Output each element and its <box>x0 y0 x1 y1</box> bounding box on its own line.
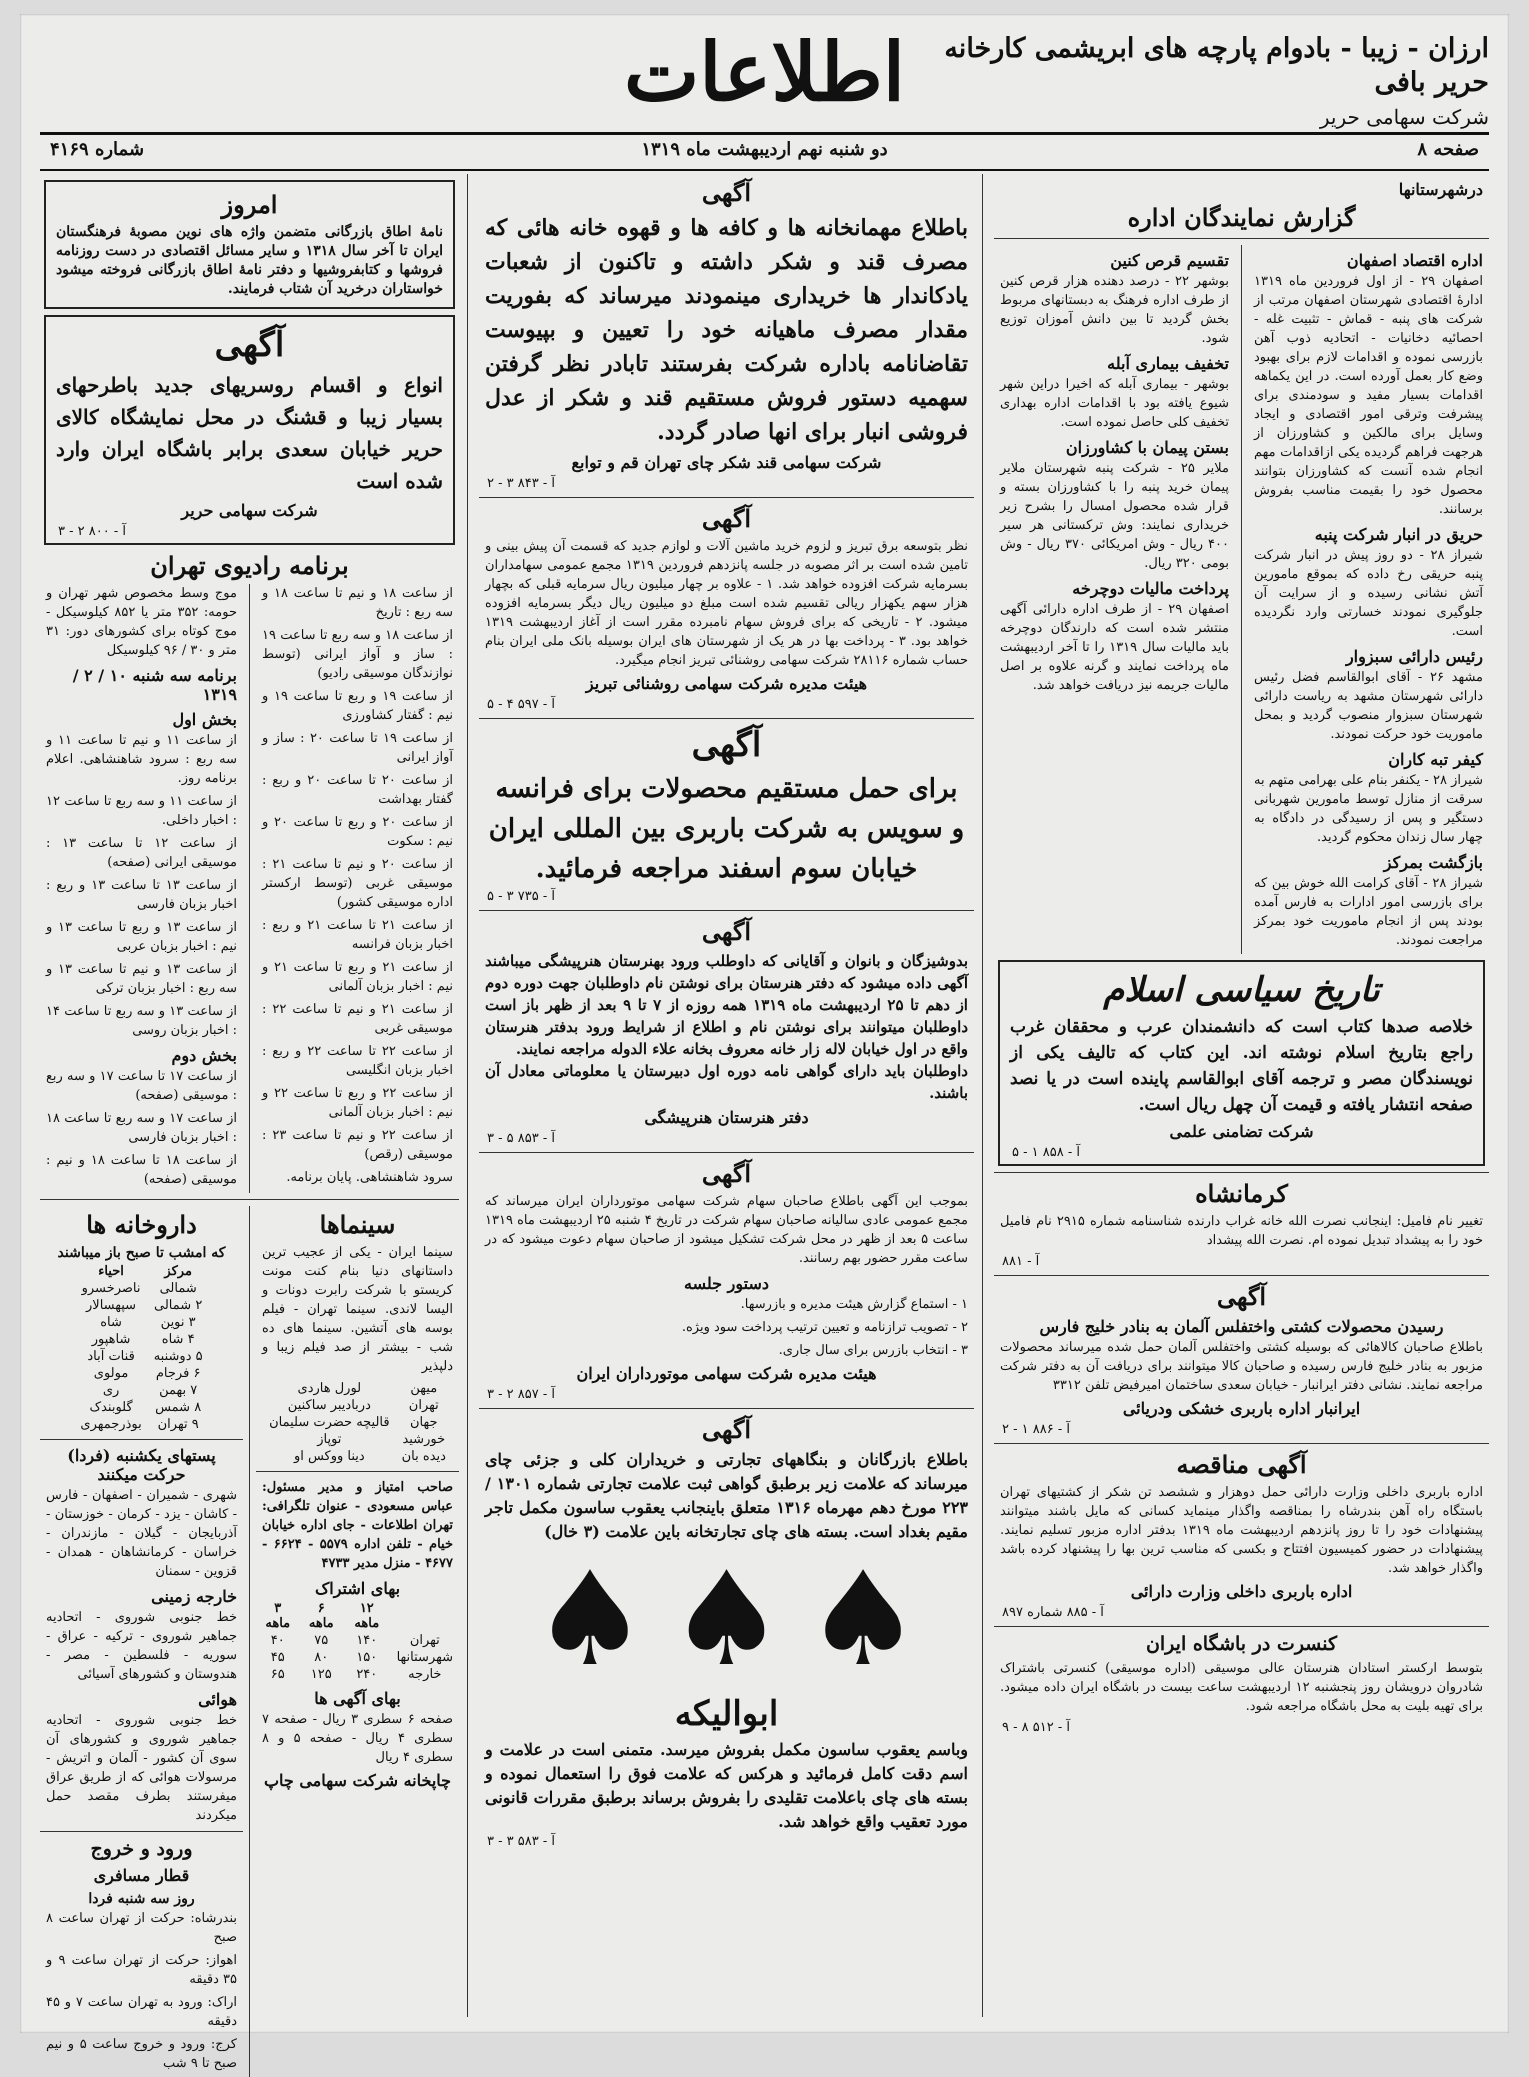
divider <box>479 718 974 719</box>
subscription-table <box>256 1600 459 1683</box>
ship-notice-text: باطلاع صاحبان کالاهائی که بوسیله کشتی واختفلس آلمان حمل شده میرساند محصولات مزبور به بنادر خلیج فارس رسیده و صاحبان کالا میتوانند برای دریافت آن به دفتر شرکت مراجعه نمایند. نشانی دفتر ایرانبار - خیابان سعدی ساختمان امیرفیض تلفن ۳۳۱۲ <box>1000 1340 1483 1393</box>
table-cell: ۱۵۰ <box>356 1650 378 1665</box>
cinema-film: توپاز <box>317 1432 342 1447</box>
article-heading: رئیس دارائی سبزوار <box>1345 647 1483 666</box>
table-cell: ناصرخسرو <box>81 1281 141 1296</box>
mail-foreign-title: خارجه زمینی <box>151 1587 237 1606</box>
colophon-text: صاحب امتیاز و مدیر مسئول: عباس مسعودی - عنوان تلگرافی: تهران اطلاعات - جای اداره خیابان خیام - تلفن اداره ۵۵۷۹ - ۶۶۲۴ - ۴۶۷۷ - منزل مدیر ۴۷۳۳ <box>262 1480 454 1571</box>
masthead-ad-company: شرکت سهامی حریر <box>1319 105 1489 129</box>
article-text: بوشهر ۲۲ - درصد دهنده هزار قرص کنین از طرف اداره فرهنگ به دبستانهای مربوط بخش گردید تا بین دانش آموزان توزیع شود. <box>1000 274 1229 346</box>
pharmacy-table <box>74 1263 208 1433</box>
table-cell: ری <box>102 1383 120 1398</box>
table-header: ۱۲ ماهه <box>354 1601 380 1631</box>
radio-item: از ساعت ۱۹ و ربع تا ساعت ۱۹ و نیم : گفتار کشاورزی <box>262 689 453 723</box>
silk-ad-title: آگهی <box>214 325 285 365</box>
history-book-title: تاریخ سیاسی اسلام <box>1103 970 1380 1010</box>
radio-item: از ساعت ۱۳ تا ساعت ۱۳ و ربع : اخبار بزبان فارسی <box>46 878 237 912</box>
tea-brand-mark <box>479 1543 974 1695</box>
reports-body <box>994 245 1489 954</box>
table-cell: تهران <box>409 1633 440 1648</box>
divider <box>994 1443 1489 1444</box>
radio-part-2: بخش دوم <box>171 1046 237 1065</box>
radio-item: از ساعت ۱۱ و نیم تا ساعت ۱۱ و سه ربع : سرود شاهنشاهی. اعلام برنامه روز. <box>46 733 238 786</box>
ad-prices-text: صفحه ۶ سطری ۳ ریال - صفحه ۷ سطری ۴ ریال - صفحه ۵ و ۸ سطری ۴ ریال <box>262 1712 454 1765</box>
table-cell: گلوبندک <box>89 1400 133 1415</box>
table-cell: ۹ تهران <box>157 1417 199 1432</box>
ad-prices-title: بهای آگهی ها <box>314 1689 401 1708</box>
traffic-item: اهواز: حرکت از تهران ساعت ۹ و ۳۵ دقیقه <box>46 1953 237 1987</box>
article-text: شیراز ۲۸ - دو روز پیش در انبار شرکت پنبه حریقی رخ داده که بموقع مامورین آتش نشانی رسیده و از سرایت آن جلوگیری نمودند خسارتی وارد نگردیده است. <box>1254 548 1484 639</box>
motor-notice-text: بموجب این آگهی باطلاع صاحبان سهام شرکت سهامی موتورداران ایران میرساند که مجمع عمومی عادی سالیانه صاحبان سهام شرکت در تاریخ ۴ شنبه ۲۵ اردیبهشت ماه ۱۳۱۹ ساعت ۵ بعد از ظهر در محل شرکت تشکیل میشود از صاحبان سهام دعوت میشود که در ساعت مقرر حضور بهم رسانند. <box>485 1194 968 1266</box>
mail-air-title: هوائی <box>198 1690 237 1709</box>
motor-notice-title: آگهی <box>701 1159 752 1188</box>
radio-item: از ساعت ۲۲ و نیم تا ساعت ۲۳ : موسیقی (رقص) <box>262 1128 454 1162</box>
radio-item: از ساعت ۱۹ تا ساعت ۲۰ : ساز و آواز ایرانی <box>262 731 454 765</box>
article-heading: پرداخت مالیات دوچرخه <box>1072 579 1229 598</box>
kermanshah-title: کرمانشاه <box>1195 1179 1288 1208</box>
divider <box>1241 245 1242 954</box>
article-text: شیراز ۲۸ - یکنفر بنام علی بهرامی متهم به سرقت از منازل توسط مامورین شهربانی دستگیر و پس از رسیدگی در دادگاه به چهار سال زندان محکوم گردید. <box>1254 773 1484 845</box>
electric-notice-title: آگهی <box>701 504 752 533</box>
divider <box>994 1626 1489 1627</box>
table-cell: ۸ شمس <box>155 1400 202 1415</box>
cinema-name: میهن <box>410 1381 438 1396</box>
article-heading: بستن پیمان با کشاورزان <box>1065 438 1229 457</box>
table-header: مرکز <box>164 1264 192 1279</box>
table-cell: سپهسالار <box>86 1298 137 1313</box>
tea-notice-text-2: وباسم یعقوب ساسون مکمل بفروش میرسد. متمنی است در علامت و اسم دقت کامل فرمائید و هرکس که علامت فوق را استعمال نموده و بسته های چای باعلامت تقلیدی را بفروش برساند برطبق مقررات قانونی مورد تعقیب واقع خواهد شد. <box>485 1740 968 1831</box>
ship-notice-subtitle: رسیدن محصولات کشتی واختفلس آلمان به بنادر خلیج فارس <box>1039 1317 1444 1336</box>
table-cell: ۱۴۰ <box>356 1633 378 1648</box>
table-cell: ۴ شاه <box>161 1332 195 1347</box>
table-cell: شاهپور <box>91 1332 131 1347</box>
silk-ad-signature: شرکت سهامی حریر <box>181 501 318 520</box>
radio-item: از ساعت ۱۸ و نیم تا ساعت ۱۸ و سه ربع : تاریخ <box>262 586 454 620</box>
radio-right <box>256 584 459 1193</box>
school-notice-text-2: داوطلبان باید دارای گواهی نامه دوره اول دبیرستان یا معلوماتی معادل آن باشند. <box>485 1062 968 1102</box>
tender-signature: اداره باربری داخلی وزارت دارائی <box>1130 1582 1353 1601</box>
article-text: ملایر ۲۵ - شرکت پنبه شهرستان ملایر پیمان خرید پنبه را با کشاورزان بسته و قرار شده محصول امسال را بشرح زیر خریداری نمایند: وش ترکستانی هر سیر ۴۰۰ ریال - وش امریکائی ۳۷۰ ریال - وش بومی ۳۲۰ ریال. <box>1000 461 1229 571</box>
tea-notice-text: باطلاع بازرگانان و بنگاههای تجارتی و خریداران کلی و جزئی چای میرساند که علامت زیر برطبق گواهی ثبت علامت تجارتی شماره ۱۳۰۱ / ۲۲۳ مورخ دهم مهرماه ۱۳۱۶ متعلق باینجانب یعقوب ساسون مکمل تاجر مقیم بغداد است. بسته های چای تجارتخانه باین علامت (۳ خال) <box>485 1450 969 1541</box>
radio-item: از ساعت ۱۲ تا ساعت ۱۳ : موسیقی ایرانی (صفحه) <box>46 836 237 870</box>
electric-notice-text: نظر بتوسعه برق تبریز و لزوم خرید ماشین آلات و لوازم جدید که قسمت آن پیش بینی و تامین شده است بر اثر مصوبه در جلسه پانزدهم فروردین ۱۳۱۹ مجمع عمومی سهامداران بسرمایه شرکت افزوده خواهد شد. ۱ - علاوه بر چهار میلیون ریال سرمایه قبلی که بچهار هزار سهم یکهزار ریالی تقسیم شده است مبلغ دو میلیون ریال دیگر بسرمایه افزوده میشود. ۲ - تاریخی که برای فروش سهام نامبرده مقرر است از آغاز اردیبهشت ۱۳۱۹ خواهد بود. ۳ - پرداخت بها در هر یک از شهرستان های ایران بوسیله بانک ملی ایران بنام حساب شماره ۲۸۱۱۶ شرکت سهامی روشنائی تبریز انجام میگیرد. <box>485 539 969 668</box>
issue-number: شماره ۴۱۶۹ <box>50 139 145 160</box>
today-title: امروز <box>221 190 278 219</box>
ad-reference: آ - ۸۴۳ ۳ - ۲ <box>487 476 556 491</box>
lower-right <box>256 1206 459 2077</box>
tender-title: آگهی مناقصه <box>1176 1450 1307 1479</box>
radio-left <box>40 584 243 1193</box>
ad-reference: آ - ۸۵۸ ۱ - ۵ <box>1012 1145 1081 1160</box>
reports-title: گزارش نمایندگان اداره <box>1127 203 1356 232</box>
divider <box>249 1206 250 2077</box>
table-cell: شمالی <box>159 1281 197 1296</box>
article-text: بوشهر - بیماری آبله که اخیرا دراین شهر شیوع یافته بود با اقدامات اداره بهداری تخفیف کلی حاصل نموده است. <box>1000 377 1229 430</box>
ad-reference: آ - ۸۸۵ شماره ۸۹۷ <box>1002 1605 1104 1620</box>
ad-reference: آ - ۸۵۳ ۵ - ۳ <box>487 1131 556 1146</box>
motor-notice-signature: هیئت مدیره شرکت سهامی موتورداران ایران <box>576 1364 877 1383</box>
table-header: ۶ ماهه <box>308 1601 334 1631</box>
reports-left <box>994 245 1235 954</box>
article-text: اصفهان ۲۹ - از اول فروردین ماه ۱۳۱۹ ادارهٔ اقتصادی شهرستان اصفهان مرتب از شرکت های پنبه - قماش - تثبیت غله - احصائیه دخانیات - اتحادیه ذوب آهن بازرسی نموده و اقدامات لازم برای بهبود وضع کار بعمل آورده است. در این یکماهه اقدامات بسیار مفید و سودمندی برای پیشرفت وترقی امور اقتصادی و ایجاد وسایل برای مالکین و کشاورزان از هرجهت فراهم گردیده یکی ازاقدامات مهم انجام شده آنست که کشاورزان بتوانند محصول خود را بقیمت مناسب بفروش برسانند. <box>1254 274 1483 517</box>
mail-foreign-text: خط جنوبی شوروی - اتحادیه جماهیر شوروی - ترکیه - عراق - سوریه - فلسطین - مصر - هندوستان و کشورهای آسیائی <box>46 1610 237 1682</box>
cinema-list <box>263 1380 452 1465</box>
table-header: ۳ ماهه <box>265 1601 291 1631</box>
cinema-name: دیده بان <box>401 1449 446 1464</box>
cinema-film: دربادیبر ساکنین <box>287 1398 371 1413</box>
history-book-ad <box>998 960 1485 1166</box>
radio-item: از ساعت ۲۱ و ربع تا ساعت ۲۱ و نیم : اخبار بزبان آلمانی <box>262 960 453 994</box>
table-cell: ۶۵ <box>270 1667 285 1682</box>
lower-left <box>40 1206 243 2077</box>
radio-item: از ساعت ۱۳ و سه ربع تا ساعت ۱۴ : اخبار بزبان روسی <box>46 1004 237 1038</box>
cinema-film: دینا ووکس او <box>293 1449 365 1464</box>
cinema-film: لورل هاردی <box>297 1381 362 1396</box>
ad-reference: آ - ۷۳۵ ۳ - ۵ <box>487 889 556 904</box>
tender-text: اداره باربری داخلی وزارت دارائی حمل دوهزار و ششصد تن شکر از کشتیهای تهران باستگاه راه آهن بندرشاه را بمناقصه واگذار مینماید کسانی که مایل باشند میتوانند پیشنهادات خود را تا روز پانزدهم اردیبهشت ماه ۱۳۱۹ بدفتر اداره مزبور تسلیم نمایند. پیشنهادات در حضور کمیسیون افتتاح و بکسی که مناسب ترین بها را پیشنهاد کرده باشد واگذار خواهد شد. <box>1000 1485 1484 1576</box>
today-text: نامهٔ اطاق بازرگانی متضمن واژه های نوین مصوبهٔ فرهنگستان ایران تا آخر سال ۱۳۱۸ و سایر مسائل اقتصادی در دست روزنامه فروشها و کتابفروشیها و دفتر نامهٔ اطاق بازرگانی فروخته میشود خواستاران درخرید آن شتاب فرمایند. <box>56 224 443 297</box>
electric-notice-signature: هیئت مدیره شرکت سهامی روشنائی تبریز <box>585 674 868 693</box>
ad-reference: آ - ۵۹۷ ۴ - ۵ <box>487 697 556 712</box>
article-heading: کیفر تبه کاران <box>1388 750 1483 769</box>
ad-reference: آ - ۵۸۳ ۳ - ۳ <box>487 1834 556 1849</box>
divider <box>479 910 974 911</box>
column-separator <box>467 174 468 2017</box>
traffic-item: بندرشاه: حرکت از تهران ساعت ۸ صبح <box>46 1911 237 1945</box>
table-cell: ۷۵ <box>314 1633 329 1648</box>
subscription-title: بهای اشتراک <box>314 1579 401 1598</box>
tea-brand-name: ابوالیکه <box>674 1694 779 1734</box>
radio-item: از ساعت ۲۲ تا ساعت ۲۲ و ربع : اخبار بزبان انگلیسی <box>262 1044 453 1078</box>
table-cell: مولوی <box>93 1366 129 1381</box>
kermanshah-text: تغییر نام فامیل: اینجانب نصرت الله خانه غراب دارنده شناسنامه شماره ۲۹۱۵ نام فامیل خود را به پیشداد تبدیل نموده ام. نصرت الله پیشداد <box>1000 1214 1483 1248</box>
issue-date: دو شنبه نهم اردیبهشت ماه ۱۳۱۹ <box>641 139 888 160</box>
concert-text: بتوسط ارکستر استادان هنرستان عالی موسیقی (اداره موسیقی) کنسرتی باشتراک شادروان درویشان روز پنجشنبه ۱۲ اردیبهشت ساعت بیست در باشگاه ایران داده میشود. برای تهیه بلیت به محل باشگاه مراجعه شود. <box>1000 1661 1483 1714</box>
divider <box>40 1439 243 1440</box>
cinema-title: سینماها <box>319 1210 396 1239</box>
divider <box>249 584 250 1193</box>
school-notice-text: بدوشیزگان و بانوان و آقایانی که داوطلب ورود بهنرستان هنرپیشگی میباشند آگهی داده میشود که دفتر هنرستان برای نوشتن نام داوطلبان جهت دوره دوم از دهم تا ۲۵ اردیبهشت ماه ۱۳۱۹ همه روزه از ۷ تا ۹ بعد از ظهر باز است داوطلبان میتوانند برای نوشتن نام و اطلاع از شرایط ورود بدفتر هنرستان واقع در اول خیابان لاله زار خانه معروف بخانه علاء الدوله مراجعه نمایند. <box>485 952 968 1058</box>
today-box <box>44 180 455 309</box>
table-cell: ۲۴۰ <box>356 1667 378 1682</box>
article-heading: حریق در انبار شرکت پنبه <box>1314 525 1483 544</box>
table-cell: شاه <box>100 1315 122 1330</box>
table-cell: خارجه <box>408 1667 442 1682</box>
table-cell: ۱۲۵ <box>310 1667 332 1682</box>
article-text: مشهد ۲۶ - آقای ابوالقاسم فضل رئیس دارائی شهرستان مشهد به ریاست دارائی شهرستان سبزوار منصوب گردید و بمحل ماموریت خود حرکت نمودند. <box>1254 670 1484 742</box>
newspaper-logo: اطلاعات <box>623 25 906 119</box>
divider <box>479 497 974 498</box>
sugar-notice-text: باطلاع مهمانخانه ها و کافه ها و قهوه خانه هائی که مصرف قند و شکر داشته و تاکنون از شعبات یادکاندار ها خریداری مینمودند میرساند که بفوریت مقدار مصرف ماهیانه خود را تعیین و بپیوست تقاضانامه باداره شرکت بفرستند تابادر نظر گرفتن سهمیه دستور فروش مستقیم قند و شکر از عدل فروشی انبار برای انها صادر گردد. <box>485 215 968 445</box>
school-notice-signature: دفتر هنرستان هنرپیشگی <box>644 1108 809 1127</box>
column-2 <box>479 174 974 2017</box>
radio-part-1: بخش اول <box>172 710 237 729</box>
table-cell: قنات آباد <box>87 1349 135 1364</box>
lower-section <box>40 1206 459 2077</box>
silk-ad <box>44 315 455 545</box>
table-cell: ۶ فرجام <box>155 1366 201 1381</box>
agenda-item: ۳ - انتخاب بازرس برای سال جاری. <box>778 1343 968 1358</box>
divider <box>994 238 1489 239</box>
radio-title: برنامه رادیوی تهران <box>150 551 349 580</box>
cinema-text: سینما ایران - یکی از عجیب ترین داستانهای دنیا بنام کنت مونت کریستو با شرکت رابرت دونات و الیسا لاندی. سینما تهران - فیلم بوسه های آتشین. سینما های ده شب - بیشتر از صد فیلم زیبا و دلپذیر <box>262 1245 453 1374</box>
spade-icon: ♠ <box>531 1543 649 1695</box>
masthead-ad-line: ارزان - زیبا - بادوام پارچه های ابریشمی کارخانه حریر بافی <box>944 33 1489 98</box>
pharmacy-title: داروخانه ها <box>86 1210 197 1239</box>
divider <box>479 1152 974 1153</box>
school-notice-title: آگهی <box>701 917 752 946</box>
divider <box>40 1831 243 1832</box>
radio-item: از ساعت ۱۳ و نیم تا ساعت ۱۳ و سه ربع : اخبار بزبان ترکی <box>46 962 238 996</box>
radio-item: از ساعت ۱۷ تا ساعت ۱۷ و سه ربع : موسیقی (صفحه) <box>46 1069 237 1103</box>
radio-item: از ساعت ۲۱ و نیم تا ساعت ۲۲ : موسیقی غربی <box>262 1002 454 1036</box>
agenda-title: دستور جلسه <box>684 1274 769 1293</box>
radio-item: از ساعت ۱۱ و سه ربع تا ساعت ۱۲ : اخبار داخلی. <box>46 794 237 828</box>
column-3 <box>40 174 459 2071</box>
history-book-text: خلاصه صدها کتاب است که دانشمندان عرب و محققان غرب راجع بتاریخ اسلام نوشته اند. این کتاب که تالیف یکی از نویسندگان مصر و ترجمه آقای ابوالقاسم پاینده است در یا نصد صفحه انتشار یافته و قیمت آن چهل ریال است. <box>1010 1017 1473 1115</box>
radio-item: از ساعت ۱۸ و سه ربع تا ساعت ۱۹ : ساز و آواز ایرانی (توسط نوازندگان موسیقی رادیو) <box>262 628 453 681</box>
history-book-publisher: شرکت تضامنی علمی <box>1169 1122 1314 1141</box>
concert-title: کنسرت در باشگاه ایران <box>1145 1633 1338 1655</box>
radio-item: از ساعت ۱۷ و سه ربع تا ساعت ۱۸ : اخبار بزبان فارسی <box>46 1111 237 1145</box>
radio-program <box>40 584 459 1193</box>
masthead <box>40 22 1489 137</box>
dateline <box>40 132 1489 171</box>
radio-item: از ساعت ۲۰ و نیم تا ساعت ۲۱ : موسیقی غربی (توسط ارکستر اداره موسیقی کشور) <box>262 857 454 910</box>
cinema-name: تهران <box>408 1398 439 1413</box>
traffic-item: اراک: ورود به تهران ساعت ۷ و ۴۵ دقیقه <box>46 1995 237 2029</box>
article-heading: تخفیف بیماری آبله <box>1107 354 1229 373</box>
article-heading: اداره اقتصاد اصفهان <box>1346 251 1483 270</box>
ad-reference: آ - ۸۸۱ <box>1002 1254 1040 1269</box>
divider <box>40 1199 459 1200</box>
traffic-item: کرج: ورود و خروج ساعت ۵ و نیم صبح تا ۹ شب <box>46 2037 237 2071</box>
radio-item: از ساعت ۱۸ تا ساعت ۱۸ و نیم : موسیقی (صفحه) <box>46 1153 237 1187</box>
article-heading: تقسیم قرص کنین <box>1110 251 1229 270</box>
printer: چاپخانه شرکت سهامی چاپ <box>263 1771 452 1790</box>
mail-text: شهری - شمیران - اصفهان - فارس - کاشان - یزد - کرمان - خوزستان - آذربایجان - گیلان - مازندران - خراسان - کرمانشاهان - همدان - قزوین - سمنان <box>46 1488 237 1579</box>
spade-icon: ♠ <box>668 1543 785 1695</box>
newspaper-page <box>20 14 1509 2071</box>
ad-reference: آ - ۸۸۶ ۱ - ۲ <box>1002 1422 1071 1437</box>
section-label: درشهرستانها <box>1398 180 1483 199</box>
ship-notice-signature: ایرانبار اداره باربری خشکی ودریائی <box>1122 1399 1361 1418</box>
cinema-name: خورشید <box>402 1432 446 1447</box>
ad-reference: آ - ۸۵۷ ۲ - ۳ <box>487 1387 556 1402</box>
divider <box>994 1275 1489 1276</box>
radio-intro: موج وسط مخصوص شهر تهران و حومه: ۳۵۲ متر یا ۸۵۲ کیلوسیکل - موج کوتاه برای کشورهای دور: ۳۱ متر و ۳۰ / ۹۶ کیلوسیکل <box>46 586 237 658</box>
table-cell: ۳ نوین <box>160 1315 196 1330</box>
mail-air-text: خط جنوبی شوروی - اتحادیه جماهیر شوروی و کشورهای آن سوی آن کشور - آلمان و اتریش - مرسولات هوائی که از طریق عراق میفرستند بطرف مقصد حمل میکردند <box>46 1713 237 1823</box>
table-cell: ۴۰ <box>270 1633 285 1648</box>
agenda-item: ۱ - استماع گزارش هیئت مدیره و بازرسها. <box>740 1297 968 1312</box>
table-cell: ۷ بهمن <box>159 1383 198 1398</box>
reports-right <box>1248 245 1489 954</box>
sugar-notice-title: آگهی <box>701 178 752 207</box>
table-cell: ۵ دوشنبه <box>153 1349 203 1364</box>
pharmacy-subtitle: که امشب تا صبح باز میباشند <box>57 1245 226 1261</box>
table-cell: شهرستانها <box>396 1650 453 1665</box>
spade-icon: ♠ <box>804 1543 922 1695</box>
article-text: شیراز ۲۸ - آقای کرامت الله خوش بین که برای بازرسی امور ادارات به فارس آمده بودند پس از انجام ماموریت خود بمرکز مراجعت نمودند. <box>1254 876 1484 948</box>
transport-notice-text: برای حمل مستقیم محصولات برای فرانسه و سویس به شرکت باربری بین المللی ایران خیابان سوم اسفند مراجعه فرمائید. <box>488 774 965 884</box>
radio-item: از ساعت ۲۰ تا ساعت ۲۰ و ربع : گفتار بهداشت <box>262 773 453 807</box>
traffic-day: روز سه شنبه فردا <box>88 1891 195 1907</box>
traffic-title: ورود و خروج <box>90 1838 193 1860</box>
cinema-film: قالیچه حضرت سلیمان <box>269 1415 390 1430</box>
cinema-name: جهان <box>410 1415 438 1430</box>
article-text: اصفهان ۲۹ - از طرف اداره دارائی آگهی منتشر شده است که دارندگان دوچرخه باید مالیات سال ۱۳۱۹ را تا آخر اردیبهشت ماه پرداخت نمایند و گرنه علاوه بر اصل مالیات جریمه نیز دریافت خواهد شد. <box>1000 602 1230 693</box>
ship-notice-title: آگهی <box>1216 1282 1267 1311</box>
column-separator <box>982 174 983 2017</box>
radio-item: از ساعت ۲۱ تا ساعت ۲۱ و ربع : اخبار بزبان فرانسه <box>262 918 453 952</box>
silk-ad-text: انواع و اقسام روسریهای جدید باطرحهای بسیار زیبا و قشنگ در محل نمایشگاه کالای حریر خیابان سعدی برابر باشگاه ایران وارد شده است <box>56 373 443 493</box>
tea-notice-title: آگهی <box>701 1415 752 1444</box>
ad-reference: آ - ۸۰۰ ۲ - ۳ <box>58 524 127 539</box>
radio-item: از ساعت ۱۳ و ربع تا ساعت ۱۳ و نیم : اخبار بزبان عربی <box>46 920 237 954</box>
table-cell: ۲ شمالی <box>154 1298 203 1313</box>
ad-reference: آ - ۵۱۲ ۸ - ۹ <box>1002 1720 1071 1735</box>
column-1 <box>994 174 1489 2017</box>
table-cell: بوذرجمهری <box>80 1417 142 1432</box>
divider <box>994 1172 1489 1173</box>
table-cell: ۴۵ <box>270 1650 285 1665</box>
sugar-notice-signature: شرکت سهامی قند شکر چای تهران قم و توابع <box>571 453 882 472</box>
mail-title: پستهای یکشنبه (فردا) حرکت میکنند <box>67 1446 216 1484</box>
traffic-subtitle: قطار مسافری <box>93 1866 190 1885</box>
agenda-item: ۲ - تصویب ترازنامه و تعیین ترتیب پرداخت سود ویژه. <box>681 1320 968 1335</box>
table-header <box>391 1600 459 1632</box>
article-heading: بازگشت بمرکز <box>1383 853 1483 872</box>
radio-item: از ساعت ۲۲ و ربع تا ساعت ۲۲ و نیم : اخبار بزبان آلمانی <box>262 1086 453 1120</box>
divider <box>256 1471 459 1472</box>
radio-item: از ساعت ۲۰ و ربع تا ساعت ۲۰ و نیم : سکوت <box>262 815 453 849</box>
table-header: احیاء <box>98 1264 124 1279</box>
table-cell: ۸۰ <box>314 1650 329 1665</box>
divider <box>479 1408 974 1409</box>
page-number: صفحه ۸ <box>1417 139 1479 160</box>
radio-date: برنامه سه شنبه ۱۰ / ۲ / ۱۳۱۹ <box>72 666 237 704</box>
transport-notice-title: آگهی <box>691 725 762 765</box>
radio-item: سرود شاهنشاهی. پایان برنامه. <box>286 1170 453 1185</box>
